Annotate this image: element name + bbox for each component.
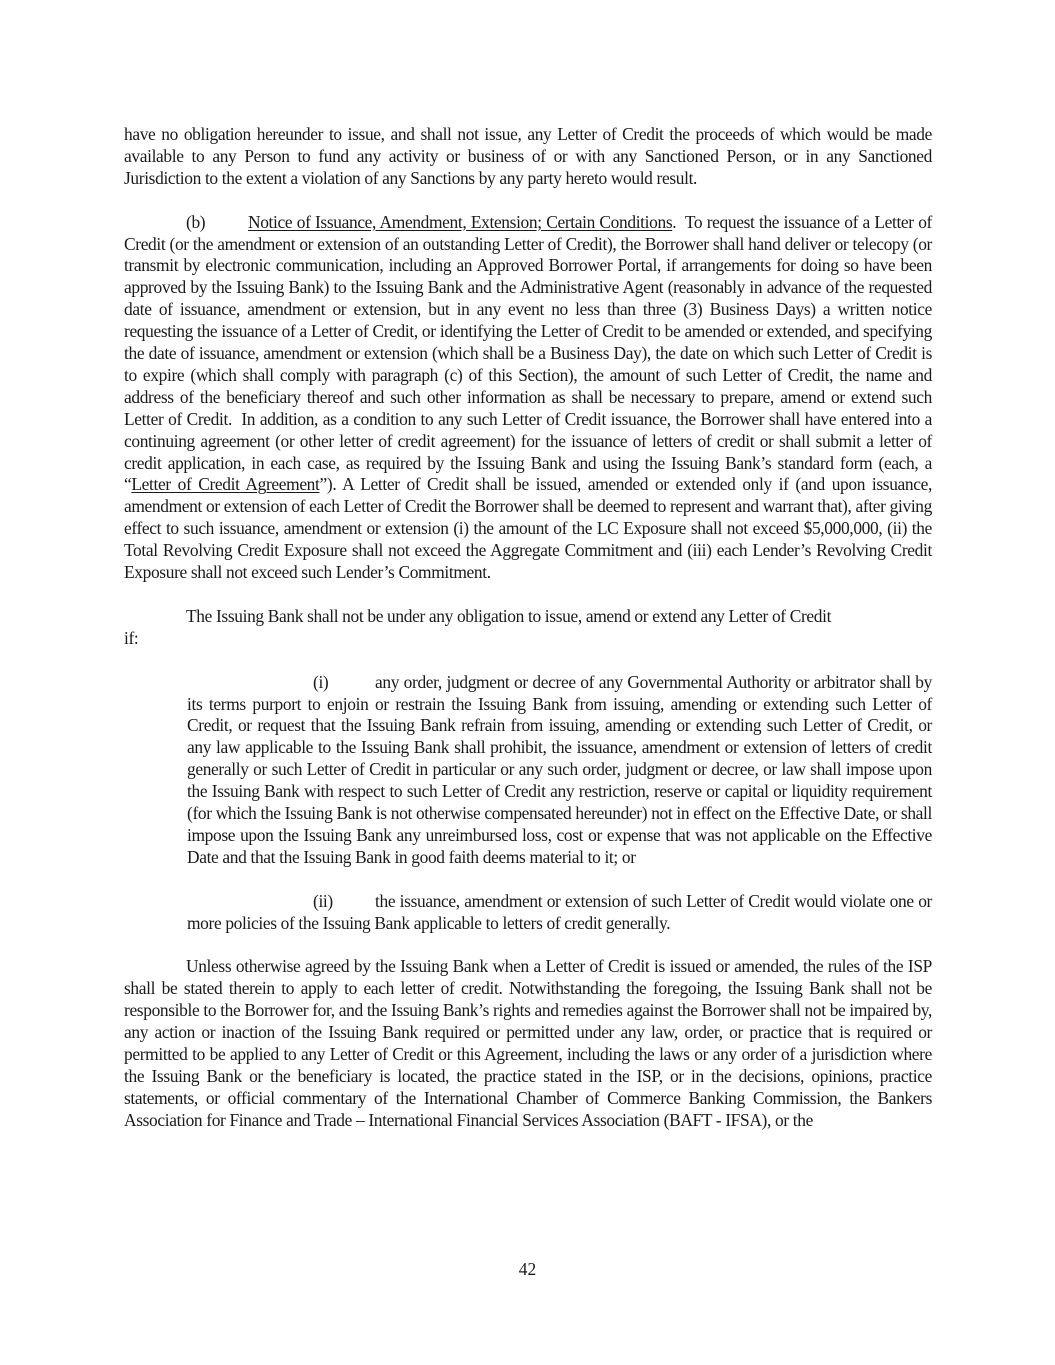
page-number: 42 (518, 1259, 537, 1279)
isp-paragraph: Unless otherwise agreed by the Issuing Bank when a Letter of Credit is issued or amended, the rules of the ISP shall be stated therein to apply to each letter of credit. Notwithstanding the foregoing, the Issuing Bank shall not be responsible to the Borrower for, and the Issuing Bank’s rights and remedies against the Borrower shall not be impaired by, any action or inaction of the Issuing Bank required or permitted under any law, order, or practice that is required or permitted to be applied to any Letter of Credit or this Agreement, including the laws or any order of a jurisdiction where the Issuing Bank or the beneficiary is located, the practice stated in the ISP, or in the decisions, opinions, practice statements, or official commentary of the International Chamber of Commerce Banking Commission, the Bankers Association for Finance and Trade – International Financial Services Association (BAFT - IFSA), or the (124, 956, 932, 1130)
condition-item (187, 891, 932, 935)
obligation-intro-if: if: (124, 627, 139, 648)
paragraph-gap (124, 190, 932, 212)
paragraph-gap (187, 869, 932, 891)
condition-text: any order, judgment or decree of any Governmental Authority or arbitrator shall by its terms purport to enjoin or restrain the Issuing Bank from issuing, amending or extending such Letter of Credit, or request that the Issuing Bank refrain from issuing, amending or extending such Letter of Credit, or any law applicable to the Issuing Bank shall prohibit, the issuance, amendment or extension of letters of credit generally or such Letter of Credit in particular or any such order, judgment or decree, or law shall impose upon the Issuing Bank with respect to such Letter of Credit any restriction, reserve or capital or liquidity requirement (for which the Issuing Bank is not otherwise compensated hereunder) not in effect on the Effective Date, or shall impose upon the Issuing Bank any unreimbursed loss, cost or expense that was not applicable on the Effective Date and that the Issuing Bank in good faith deems material to it; or (187, 671, 932, 867)
paragraph-gap (124, 934, 932, 956)
paragraph-gap (124, 584, 932, 606)
section-b-label: (b) (186, 211, 206, 232)
condition-label: (i) (313, 671, 329, 692)
section-b-body-part1: To request the issuance of a Letter of Credit (or the amendment or extension of an outstanding Letter of Credit), the Borrower shall hand deliver or telecopy (or transmit by electronic communication, including an Approved Borrower Portal, if arrangements for doing so have been approved by the Issuing Bank) to the Issuing Bank and the Administrative Agent (reasonably in advance of the requested date of issuance, amendment or extension, but in any event no less than three (3) Business Days) a written notice requesting the issuance of a Letter of Credit, or identifying the Letter of Credit to be amended or extended, and specifying the date of issuance, amendment or extension (which shall be a Business Day), the date on which such Letter of Credit is to expire (which shall comply with paragraph (c) of this Section), the amount of such Letter of Credit, the name and address of the beneficiary thereof and such other information as shall be necessary to prepare, amend or extend such Letter of Credit. In addition, as a condition to any such Letter of Credit issuance, the Borrower shall have entered into a continuing agreement (or other letter of credit agreement) for the issuance of letters of credit or shall submit a letter of credit application, in each case, as required by the Issuing Bank and using the Issuing Bank’s standard form (each, a “ (124, 211, 936, 495)
document-page (124, 124, 936, 1132)
paragraph-gap (124, 650, 932, 672)
section-b-body-part2: ”). A Letter of Credit shall be issued, amended or extended only if (and upon issuance, amendment or extension of each Letter of Credit the Borrower shall be deemed to represent and warrant that), after giving effect to such issuance, amendment or extension (i) the amount of the LC Exposure shall not exceed $5,000,000, (ii) the Total Revolving Credit Exposure shall not exceed the Aggregate Commitment and (iii) each Lender’s Revolving Credit Exposure shall not exceed such Lender’s Commitment. (124, 474, 932, 583)
condition-label: (ii) (313, 890, 333, 911)
condition-text: the issuance, amendment or extension of such Letter of Credit would violate one or more policies of the Issuing Bank applicable to letters of credit generally. (187, 890, 932, 933)
conditions-list (187, 672, 932, 935)
obligation-intro-line: The Issuing Bank shall not be under any obligation to issue, amend or extend any Letter of Credit (186, 605, 832, 626)
section-b-paragraph (124, 211, 936, 584)
section-b-heading: Notice of Issuance, Amendment, Extension; Certain Conditions (248, 211, 673, 232)
condition-item (187, 672, 932, 869)
carryover-paragraph: have no obligation hereunder to issue, and shall not issue, any Letter of Credit the proceeds of which would be made available to any Person to fund any activity or business of or with any Sanctioned Person, or in any Sanctioned Jurisdiction to the extent a violation of any Sanctions by any party hereto would result. (124, 124, 932, 188)
defined-term-letter-of-credit-agreement: Letter of Credit Agreement (131, 474, 320, 495)
section-b-heading-suffix: . (672, 211, 677, 232)
